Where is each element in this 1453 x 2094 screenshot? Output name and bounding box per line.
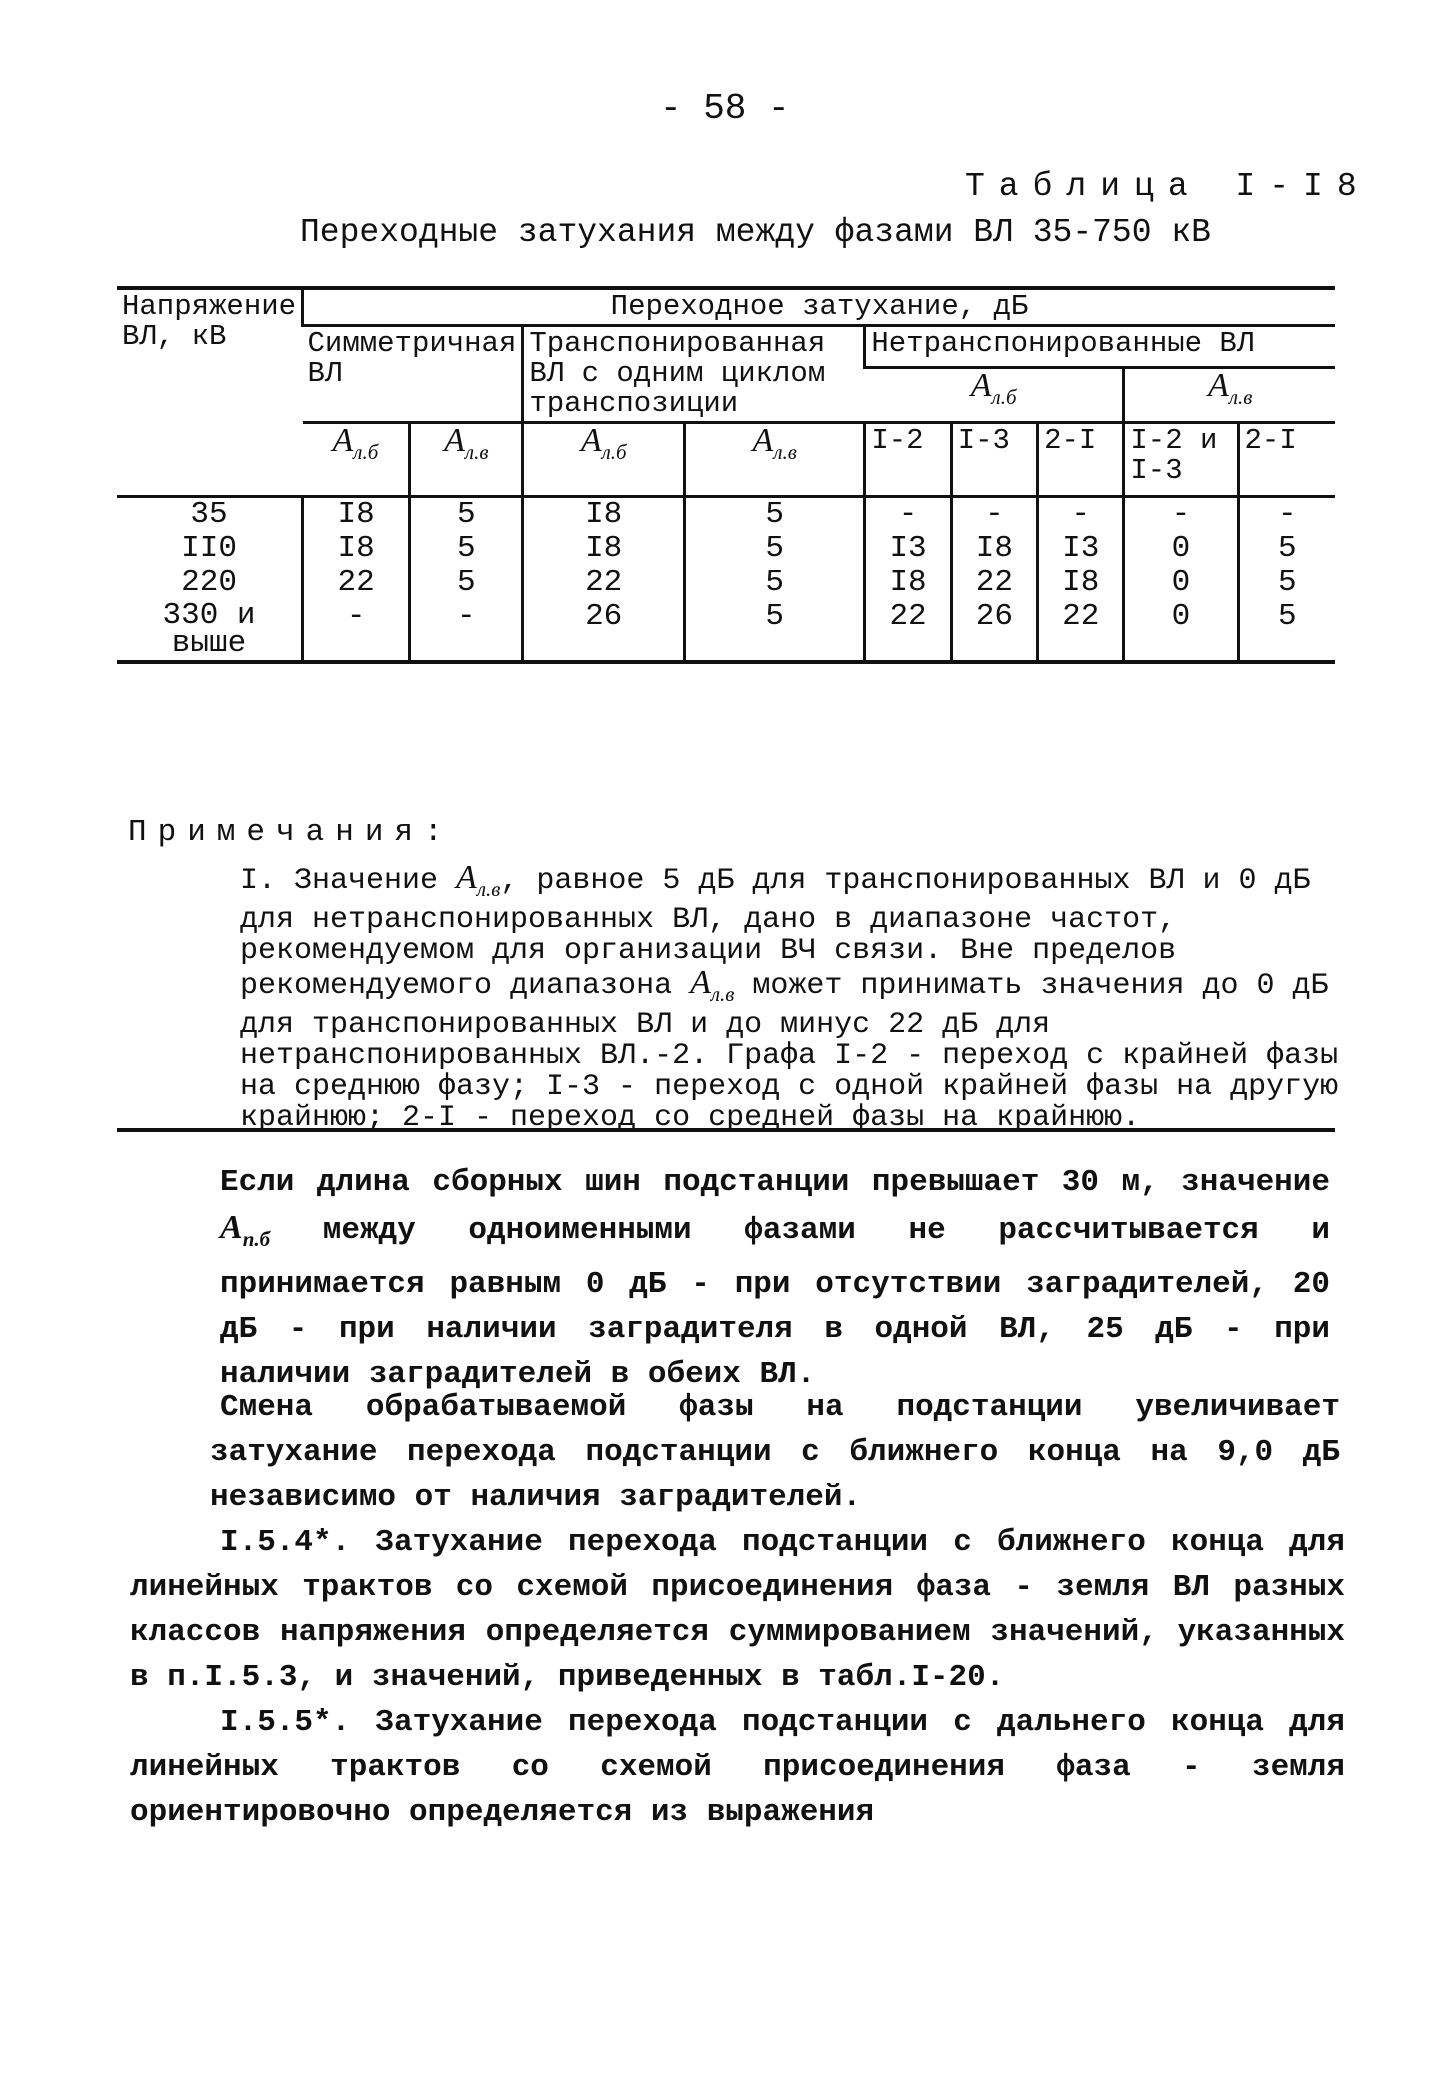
header-col-12: I-2 [865,423,951,497]
header-col-21: 2-I [1038,423,1124,497]
notes-divider [117,1128,1335,1132]
note-1: I. Значение $A_{л.в}$, равное 5 дБ для транспонированных ВЛ и 0 дБ для нетранспонированных ВЛ, дано в диапазоне частот, рекомендуемом для организации ВЧ связи. Вне пределов рекомендуемого диапазона $A_{л.в}$ может принимать значения до 0 дБ для транспонированных ВЛ и до минус 22 дБ для нетранспонированных ВЛ.-2. Графа I-2 - переход с крайней фазы на среднюю фазу; I-3 - переход с одной крайней фазы на другую крайнюю; 2-I - переход со средней фазы на крайнюю. [240,859,1339,1135]
header-nt-av: $A_{л.в}$ [1124,368,1335,423]
paragraph-4: I.5.5*. Затухание перехода подстанции с дальнего конца для линейных трактов со схемой присоединения фаза - земля ориентировочно определяется из выражения [130,1705,1345,1830]
table-row: 35 I8 5 I8 5 - - - - - [117,497,1335,533]
header-nontransposed: Нетранспонированные ВЛ [865,326,1335,368]
header-col-21b: 2-I [1238,423,1335,497]
header-nt-ab: $A_{л.б}$ [865,368,1124,423]
table-title: Переходные затухания между фазами ВЛ 35-750 кВ [300,214,1211,251]
attenuation-table [117,286,1335,664]
table-row: 330 и выше - - 26 5 22 26 22 0 5 [117,600,1335,662]
header-col-13: I-3 [951,423,1037,497]
notes-heading: Примечания: [128,815,454,850]
paragraph-2: Смена обрабатываемой фазы на подстанции увеличивает затухание перехода подстанции с ближнего конца на 9,0 дБ независимо от наличия заградителей. [210,1390,1340,1515]
page-number: - 58 - [660,88,790,129]
header-col-12-13: I-2 и I-3 [1124,423,1238,497]
header-sym-av: $A_{л.в}$ [410,423,523,497]
table-row: II0 I8 5 I8 5 I3 I8 I3 0 5 [117,532,1335,566]
header-attenuation: Переходное затухание, дБ [303,288,1335,326]
header-sym-ab: $A_{л.б}$ [303,423,410,497]
table-label: Таблица I-I8 [965,168,1371,205]
paragraph-3: I.5.4*. Затухание перехода подстанции с ближнего конца для линейных трактов со схемой присоединения фаза - земля ВЛ разных классов напряжения определяется суммированием значений, указанных в п.I.5.3, и значений, приведенных в табл.I-20. [130,1525,1345,1695]
header-symmetric: Симметричная ВЛ [303,326,523,423]
header-voltage: Напряжение ВЛ, кВ [117,288,303,497]
header-transposed: Транспонированная ВЛ с одним циклом транспозиции [523,326,865,423]
table-row: 220 22 5 22 5 I8 22 I8 0 5 [117,566,1335,600]
paragraph-1: Если длина сборных шин подстанции превышает 30 м, значение $A_{п.б}$ между одноименными фазами не рассчитывается и принимается равным 0 дБ - при отсутствии заградителей, 20 дБ - при наличии заградителя в одной ВЛ, 25 дБ - при наличии заградителей в обеих ВЛ. [220,1165,1330,1392]
header-tr-ab: $A_{л.б}$ [523,423,685,497]
header-tr-av: $A_{л.в}$ [685,423,865,497]
